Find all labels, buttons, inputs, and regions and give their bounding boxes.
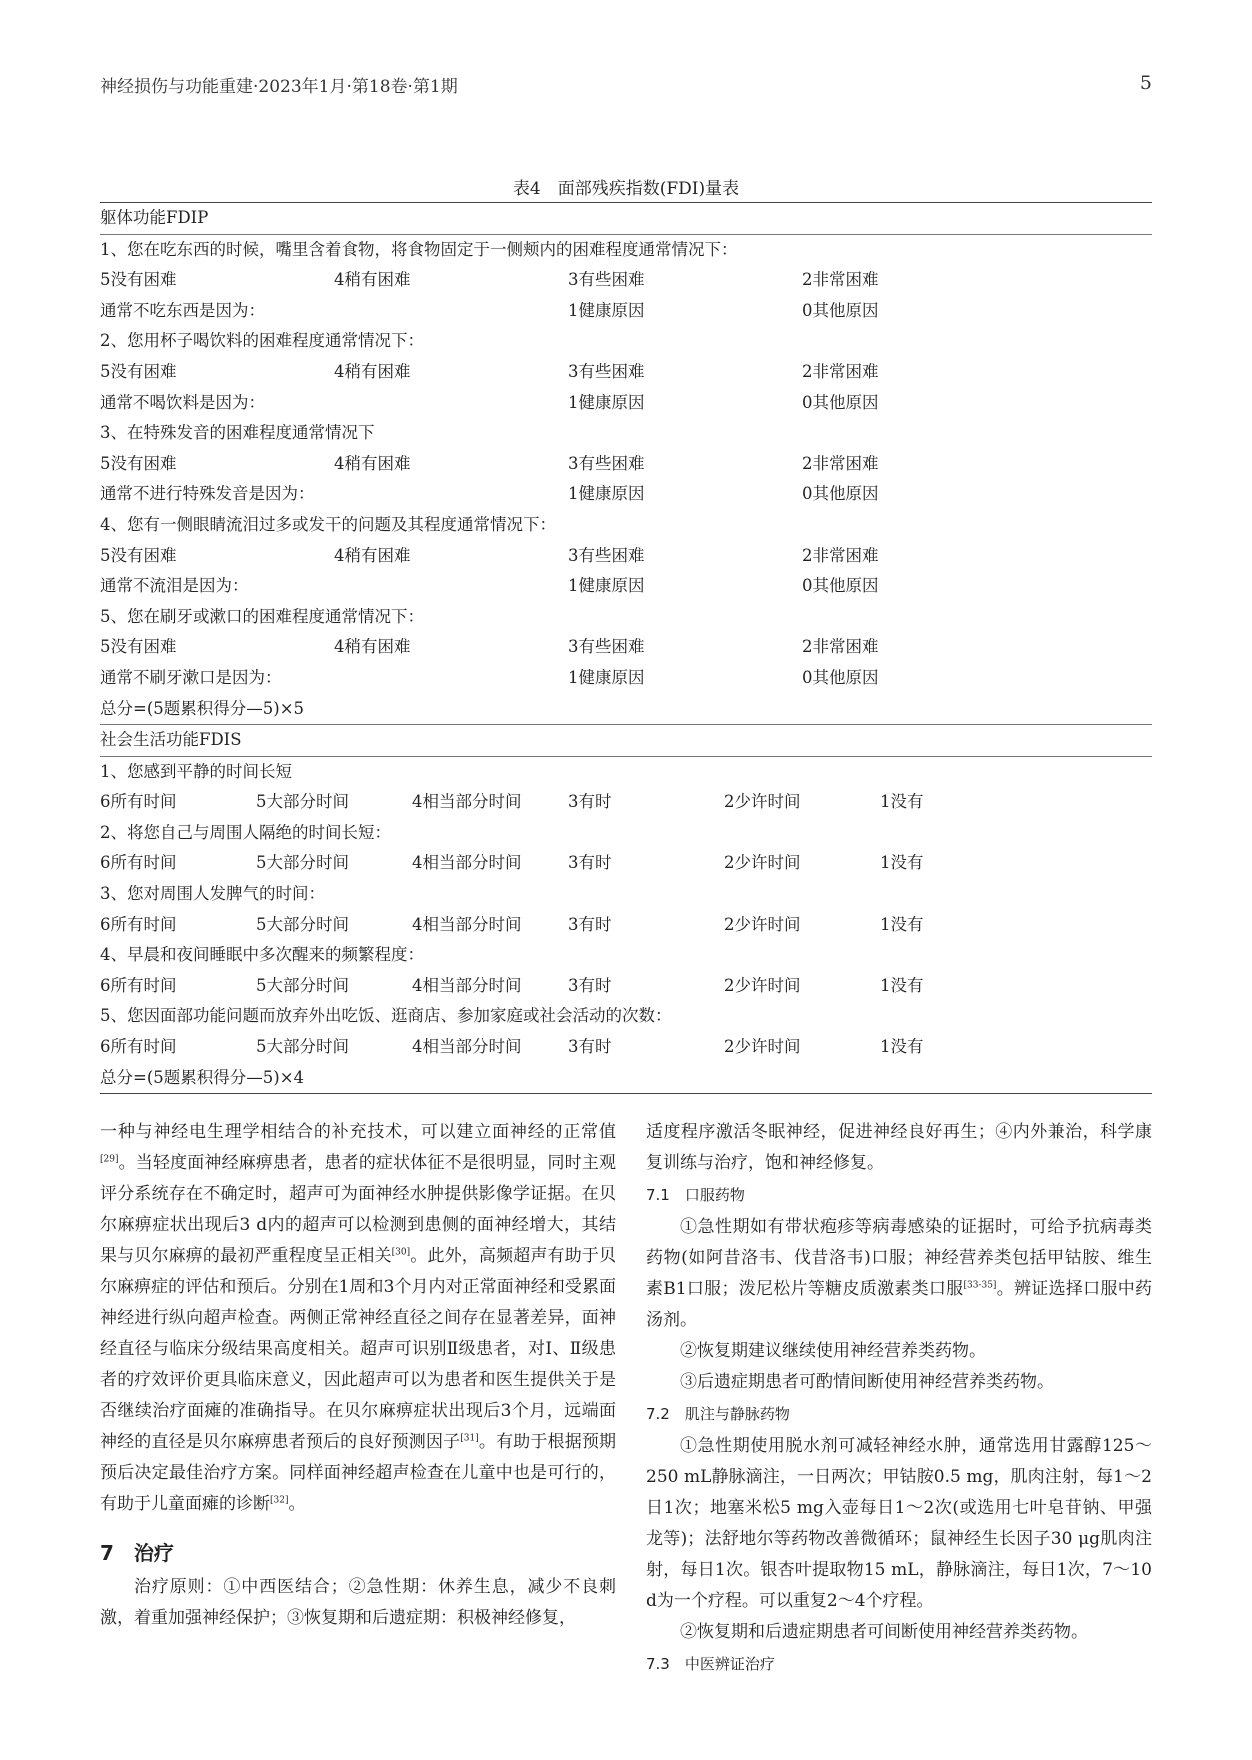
answer-option: 2少许时间 (724, 975, 801, 995)
page-number: 5 (1139, 72, 1152, 94)
citation: [33-35] (963, 1280, 997, 1291)
answer-option: 2少许时间 (724, 792, 801, 812)
answer-option: 1没有 (880, 975, 924, 995)
answer-option: 5大部分时间 (256, 914, 349, 934)
answer-option: 3有时 (568, 792, 612, 812)
left-text-column (100, 1117, 616, 1634)
answer-option: 5大部分时间 (256, 975, 349, 995)
question-text: 5、您因面部功能问题而放弃外出吃饭、逛商店、参加家庭或社会活动的次数： (100, 1006, 672, 1026)
question-row (100, 602, 1152, 633)
sequela-paragraph: ③后遗症期患者可酌情间断使用神经营养类药物。 (680, 1372, 1054, 1392)
citation: [32] (270, 1495, 289, 1506)
question-text: 1、您感到平静的时间长短 (100, 761, 292, 781)
injection-recovery-paragraph: ②恢复期和后遗症期患者可间断使用神经营养类药物。 (680, 1622, 1088, 1642)
answer-option: 5没有困难 (100, 637, 177, 657)
section-title-row (100, 203, 1152, 235)
question-text: 3、在特殊发音的困难程度通常情况下 (100, 423, 375, 443)
answer-option: 2非常困难 (802, 637, 879, 657)
answer-option: 5没有困难 (100, 361, 177, 381)
answer-option: 2非常困难 (802, 453, 879, 473)
answer-option: 4稍有困难 (334, 361, 411, 381)
total-row (100, 1063, 1152, 1094)
answer-option: 3有些困难 (568, 453, 645, 473)
ultrasound-paragraph: 一种与神经电生理学相结合的补充技术，可以建立面神经的正常值[29]。当轻度面神经麻痹患者，患者的症状体征不是很明显，同时主观评分系统存在不确定时，超声可为面神经水肿提供影像学证据。在贝尔麻痹症状出现后3 d内的超声可以检测到患侧的面神经增大，其结果与贝尔麻痹的最初严重程度呈正相关[30]。此外，高频超声有助于贝尔麻痹症的评估和预后。分别在1周和3个月内对正常面神经和受累面神经进行纵向超声检查。两侧正常神经直径之间存在显著差异，面神经直径与临床分级结果高度相关。超声可识别Ⅱ级患者，对Ⅰ、Ⅱ级患者的疗效评价更具临床意义，因此超声可以为患者和医生提供关于是否继续治疗面瘫的准确指导。在贝尔麻痹症状出现后3个月，远端面神经的直径是贝尔麻痹患者预后的良好预测因子[31]。有助于根据预期预后决定最佳治疗方案。同样面神经超声检查在儿童中也是可行的，有助于儿童面瘫的诊断[32]。 (100, 1122, 617, 1514)
answer-option: 6所有时间 (100, 1037, 177, 1057)
options-row (100, 265, 1152, 296)
section-heading-treatment: 7 治疗 (100, 1541, 174, 1565)
answer-option: 6所有时间 (100, 975, 177, 995)
subheading-injection-drugs: 7.2 肌注与静脉药物 (646, 1405, 790, 1423)
answer-option: 2非常困难 (802, 545, 879, 565)
reason-option: 0其他原因 (802, 300, 879, 320)
answer-option: 4稍有困难 (334, 637, 411, 657)
options-row (100, 910, 1152, 941)
injection-paragraph: ①急性期使用脱水剂可减轻神经水肿，通常选用甘露醇125～250 mL静脉滴注，一日两次；甲钴胺0.5 mg，肌肉注射，每1～2日1次；地塞米松5 mg入壶每日1～2次(或选用七叶皂苷钠、甲强龙等)；法舒地尔等药物改善微循环；鼠神经生长因子30 μg肌肉注射，每日1次。银杏叶提取物15 mL，静脉滴注，每日1次，7～10 d为一个疗程。可以重复2～4个疗程。 (646, 1436, 1152, 1611)
answer-option: 4稍有困难 (334, 453, 411, 473)
reason-option: 1健康原因 (568, 392, 645, 412)
answer-option: 6所有时间 (100, 914, 177, 934)
reason-option: 0其他原因 (802, 484, 879, 504)
question-row (100, 235, 1152, 266)
question-row (100, 757, 1152, 788)
question-text: 2、将您自己与周围人隔绝的时间长短： (100, 822, 391, 842)
answer-option: 2少许时间 (724, 914, 801, 934)
reason-option: 0其他原因 (802, 667, 879, 687)
table-caption: 表4 面部残疾指数(FDI)量表 (512, 179, 740, 199)
reason-label: 通常不喝饮料是因为： (100, 392, 265, 412)
total-row (100, 694, 1152, 725)
answer-option: 3有时 (568, 975, 612, 995)
options-row (100, 787, 1152, 818)
question-row (100, 510, 1152, 541)
answer-option: 4稍有困难 (334, 270, 411, 290)
answer-option: 6所有时间 (100, 853, 177, 873)
question-row (100, 818, 1152, 849)
citation: [30] (391, 1247, 411, 1258)
reason-option: 0其他原因 (802, 392, 879, 412)
citation: [31] (460, 1433, 479, 1444)
options-row (100, 541, 1152, 572)
question-text: 5、您在刷牙或漱口的困难程度通常情况下： (100, 606, 424, 626)
answer-option: 4稍有困难 (334, 545, 411, 565)
answer-option: 1没有 (880, 914, 924, 934)
answer-option: 5大部分时间 (256, 853, 349, 873)
answer-option: 2非常困难 (802, 361, 879, 381)
oral-drugs-paragraph: ①急性期如有带状疱疹等病毒感染的证据时，可给予抗病毒类药物(如阿昔洛韦、伐昔洛韦)口服；神经营养类包括甲钴胺、维生素B1口服；泼尼松片等糖皮质激素类口服[33-35]。辨证选择口服中药汤剂。 (646, 1217, 1153, 1330)
question-row (100, 326, 1152, 357)
section-title: 躯体功能FDIP (100, 208, 209, 227)
answer-option: 3有些困难 (568, 545, 645, 565)
section-title-row (100, 724, 1152, 757)
answer-option: 5没有困难 (100, 453, 177, 473)
subheading-oral-drugs: 7.1 口服药物 (646, 1186, 745, 1204)
question-row (100, 940, 1152, 971)
answer-option: 4相当部分时间 (412, 1037, 522, 1057)
answer-option: 1没有 (880, 1037, 924, 1057)
journal-info: 神经损伤与功能重建·2023年1月·第18卷·第1期 (100, 77, 458, 97)
answer-option: 3有时 (568, 914, 612, 934)
reason-option: 1健康原因 (568, 667, 645, 687)
answer-option: 5大部分时间 (256, 1037, 349, 1057)
question-text: 3、您对周围人发脾气的时间： (100, 884, 325, 904)
reason-row (100, 663, 1152, 694)
reason-row (100, 388, 1152, 419)
reason-option: 1健康原因 (568, 300, 645, 320)
answer-option: 3有些困难 (568, 637, 645, 657)
reason-label: 通常不进行特殊发音是因为： (100, 484, 315, 504)
answer-option: 4相当部分时间 (412, 853, 522, 873)
question-row (100, 879, 1152, 910)
answer-option: 5没有困难 (100, 545, 177, 565)
question-text: 2、您用杯子喝饮料的困难程度通常情况下： (100, 331, 424, 351)
fdi-table (100, 202, 1152, 1094)
question-text: 4、早晨和夜间睡眠中多次醒来的频繁程度： (100, 945, 424, 965)
reason-option: 1健康原因 (568, 484, 645, 504)
options-row (100, 632, 1152, 663)
running-head (100, 72, 1152, 97)
reason-option: 0其他原因 (802, 576, 879, 596)
options-row (100, 357, 1152, 388)
principles-continued: 适度程序激活冬眠神经，促进神经良好再生；④内外兼治，科学康复训练与治疗，饱和神经修复。 (646, 1122, 1152, 1173)
reason-option: 1健康原因 (568, 576, 645, 596)
options-row (100, 1032, 1152, 1063)
treatment-principles: 治疗原则：①中西医结合；②急性期：休养生息，减少不良刺激，着重加强神经保护；③恢复期和后遗症期：积极神经修复， (100, 1577, 616, 1628)
answer-option: 3有些困难 (568, 361, 645, 381)
reason-label: 通常不刷牙漱口是因为： (100, 667, 282, 687)
answer-option: 6所有时间 (100, 792, 177, 812)
question-row (100, 1001, 1152, 1032)
answer-option: 3有些困难 (568, 270, 645, 290)
question-row (100, 418, 1152, 449)
options-row (100, 971, 1152, 1002)
answer-option: 1没有 (880, 853, 924, 873)
question-text: 1、您在吃东西的时候，嘴里含着食物，将食物固定于一侧颊内的困难程度通常情况下： (100, 239, 738, 259)
answer-option: 4相当部分时间 (412, 914, 522, 934)
answer-option: 2少许时间 (724, 853, 801, 873)
answer-option: 4相当部分时间 (412, 792, 522, 812)
total-formula: 总分=(5题累积得分—5)×5 (100, 698, 305, 718)
question-text: 4、您有一侧眼睛流泪过多或发干的问题及其程度通常情况下： (100, 514, 556, 534)
answer-option: 3有时 (568, 853, 612, 873)
right-text-column (646, 1117, 1152, 1681)
recovery-paragraph: ②恢复期建议继续使用神经营养类药物。 (680, 1341, 986, 1361)
answer-option: 2非常困难 (802, 270, 879, 290)
options-row (100, 449, 1152, 480)
answer-option: 5大部分时间 (256, 792, 349, 812)
answer-option: 5没有困难 (100, 270, 177, 290)
citation: [29] (100, 1154, 119, 1165)
section-title: 社会生活功能FDIS (100, 730, 242, 750)
reason-label: 通常不吃东西是因为： (100, 300, 265, 320)
reason-label: 通常不流泪是因为： (100, 576, 249, 596)
answer-option: 1没有 (880, 792, 924, 812)
answer-option: 4相当部分时间 (412, 975, 522, 995)
reason-row (100, 296, 1152, 327)
options-row (100, 848, 1152, 879)
answer-option: 2少许时间 (724, 1037, 801, 1057)
subheading-tcm: 7.3 中医辨证治疗 (646, 1655, 775, 1673)
total-formula: 总分=(5题累积得分—5)×4 (100, 1067, 305, 1087)
answer-option: 3有时 (568, 1037, 612, 1057)
reason-row (100, 479, 1152, 510)
reason-row (100, 571, 1152, 602)
